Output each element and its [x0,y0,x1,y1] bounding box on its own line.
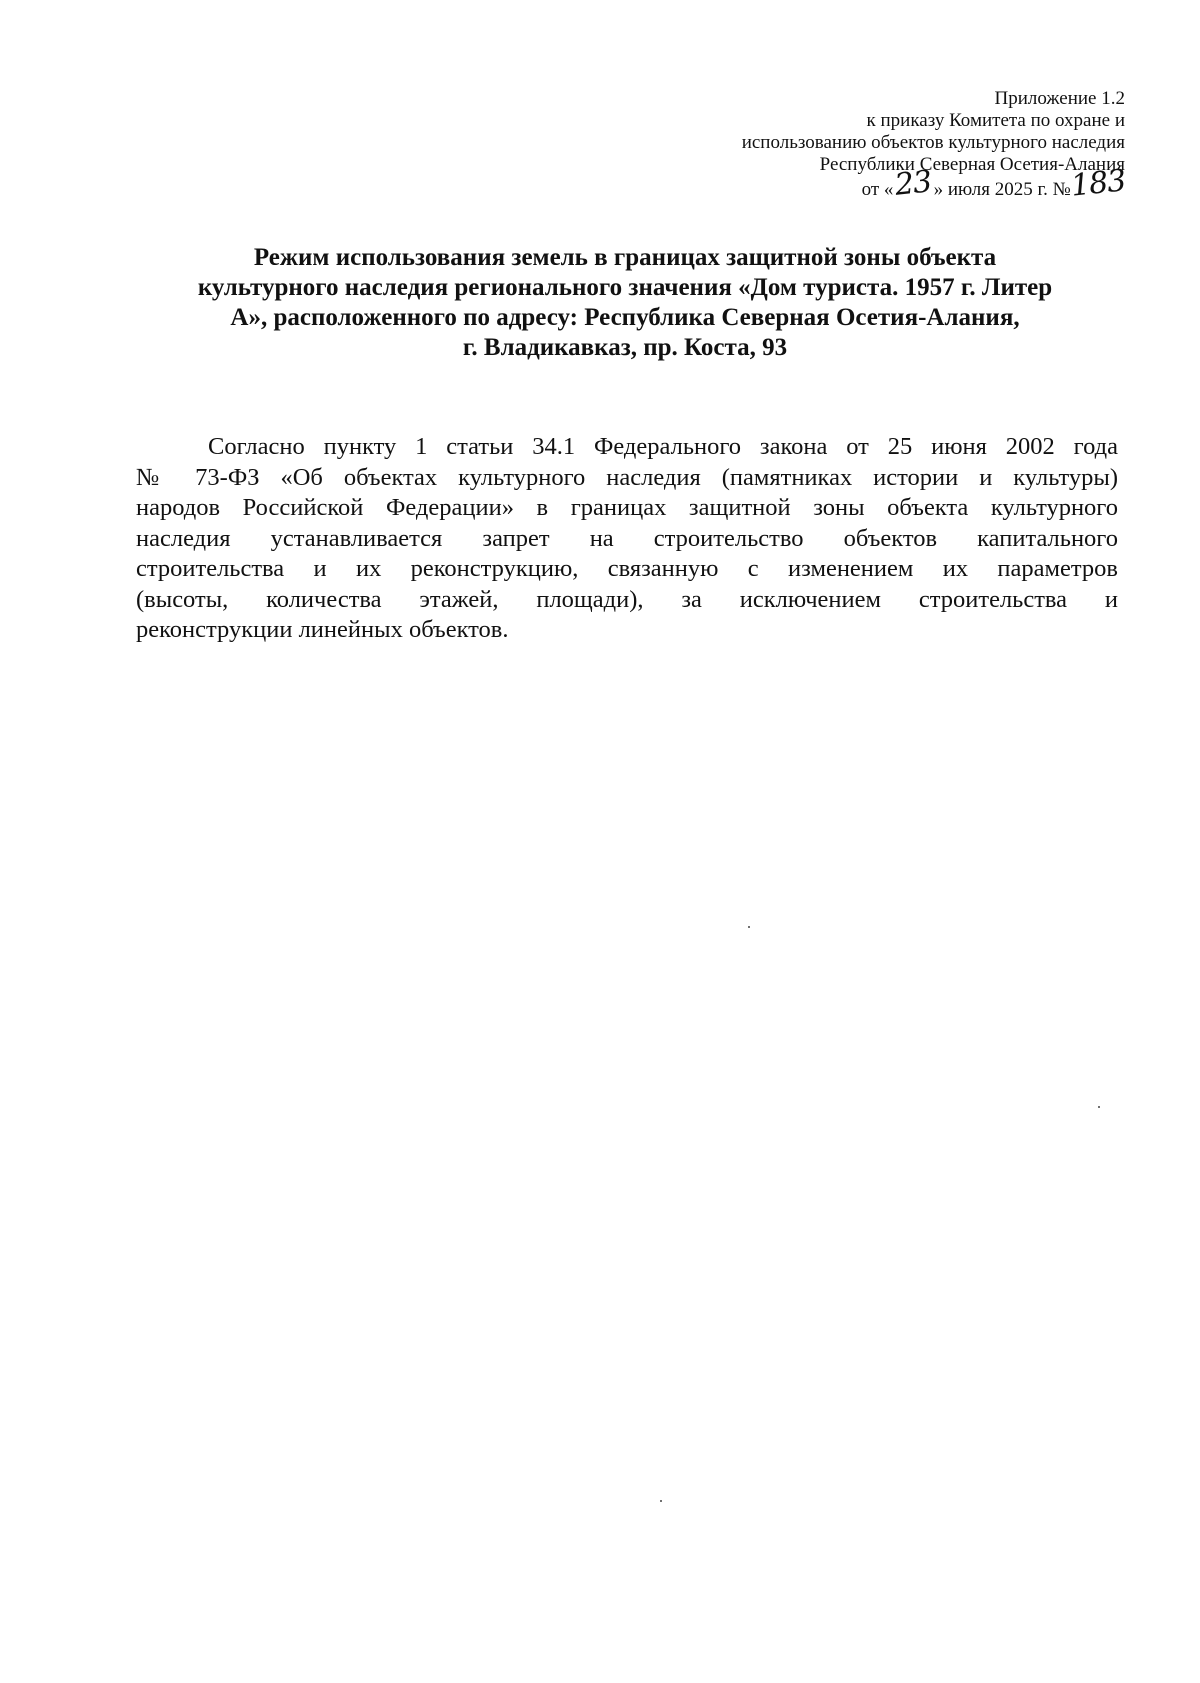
date-prefix: от « [861,179,894,200]
handwritten-order-number: 183 [1069,163,1127,204]
appendix-republic: Республики Северная Осетия-Алания [819,154,1125,175]
appendix-committee: использованию объектов культурного наследия [741,132,1125,153]
title-line-3: А», расположенного по адресу: Республика Северная Осетия-Алания, [230,304,1020,331]
body-paragraph [136,432,1118,646]
scan-speck [660,1500,662,1502]
handwritten-day: 23 [893,164,934,203]
body-line: реконструкции линейных объектов. [136,616,509,643]
body-line: Согласно пункту 1 статьи 34.1 Федерального закона от 25 июня 2002 года [208,433,1118,460]
document-title [135,243,1115,363]
body-line: (высоты, количества этажей, площади), за исключением строительства и [136,585,1118,613]
title-line-4: г. Владикавказ, пр. Коста, 93 [462,334,788,361]
appendix-order-ref: к приказу Комитета по охране и [866,110,1125,131]
body-line: народов Российской Федерации» в границах защитной зоны объекта культурного [136,494,1118,521]
body-line: № 73-ФЗ «Об объектах культурного наследия (памятниках истории и культуры) [136,463,1118,491]
appendix-label: Приложение 1.2 [994,88,1125,109]
scan-speck [748,926,750,928]
title-line-2: культурного наследия регионального значения «Дом туриста. 1957 г. Литер [197,274,1053,301]
body-line: наследия устанавливается запрет на строительство объектов капитального [136,524,1118,552]
date-middle: » июля 2025 г. № [933,179,1071,200]
body-line: строительства и их реконструкцию, связанную с изменением их параметров [136,555,1118,582]
appendix-header [565,88,1127,204]
scan-speck [1098,1106,1100,1108]
title-line-1: Режим использования земель в границах защитной зоны объекта [253,244,997,271]
